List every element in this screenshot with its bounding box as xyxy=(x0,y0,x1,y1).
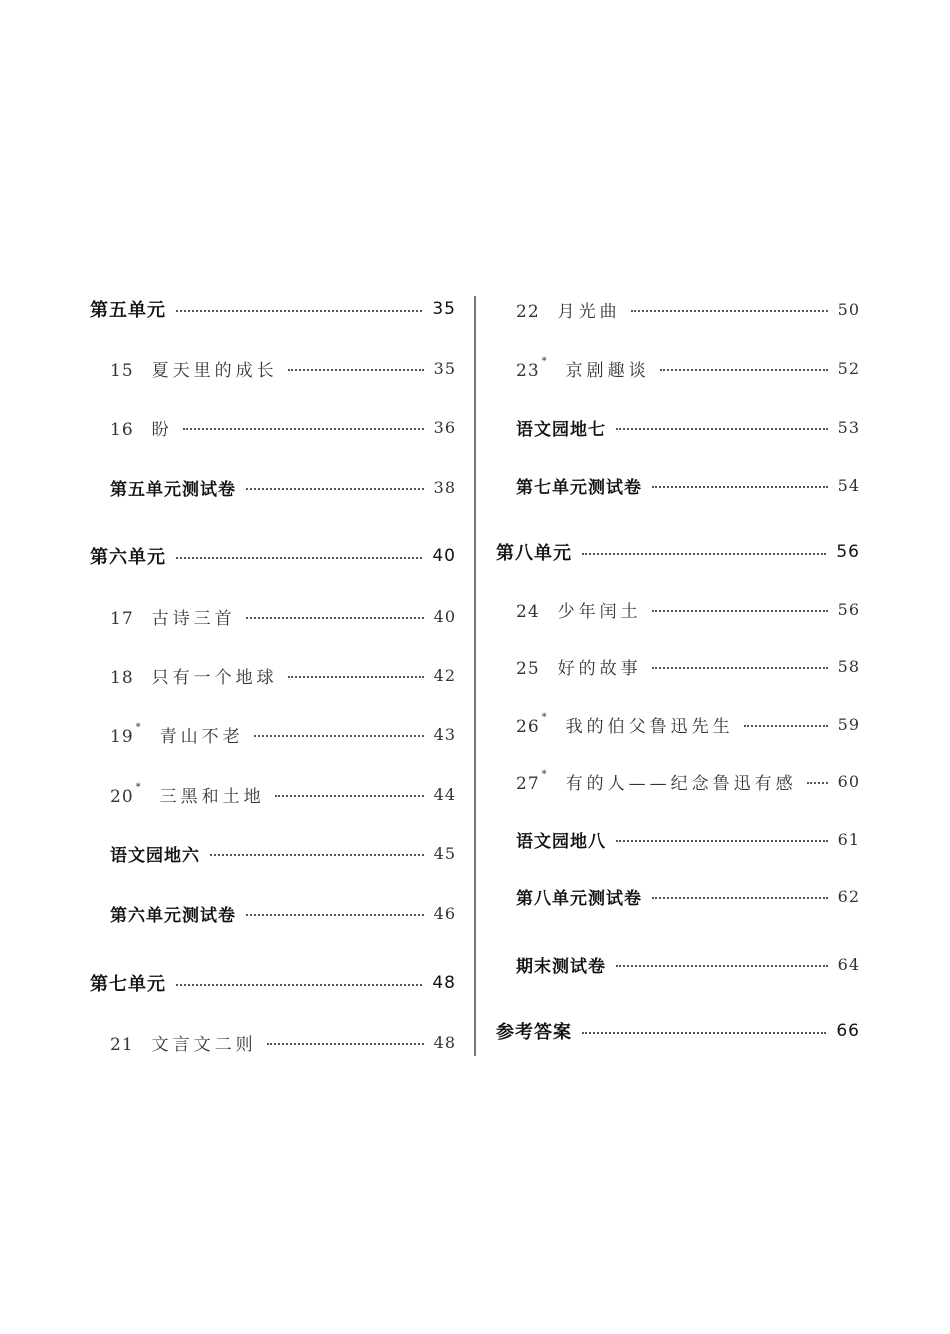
toc-entry-title xyxy=(110,841,200,866)
toc-entry[interactable] xyxy=(516,412,860,442)
lesson-number: 22 xyxy=(516,301,540,322)
optional-marker: * xyxy=(135,721,142,733)
toc-entry[interactable] xyxy=(516,766,860,796)
toc-entry-title xyxy=(110,1030,257,1055)
entry-label: 我的伯父鲁迅先生 xyxy=(565,716,734,737)
dot-leader xyxy=(807,782,828,784)
toc-entry-title xyxy=(516,769,797,794)
dot-leader xyxy=(652,610,828,612)
toc-entry[interactable] xyxy=(516,294,860,324)
dot-leader xyxy=(176,557,422,559)
toc-entry[interactable] xyxy=(516,470,860,500)
lesson-number: 16 xyxy=(110,419,134,440)
toc-entry-title xyxy=(516,712,734,737)
toc-entry-title xyxy=(110,663,278,688)
toc-entry-title xyxy=(516,884,642,909)
entry-label: 第七单元 xyxy=(90,974,166,995)
toc-entry-title xyxy=(110,901,236,926)
lesson-number: 18 xyxy=(110,667,134,688)
lesson-number: 25 xyxy=(516,658,540,679)
toc-entry[interactable] xyxy=(110,779,456,809)
page-number: 64 xyxy=(837,954,860,974)
toc-entry-title xyxy=(110,356,278,381)
page-number: 60 xyxy=(837,771,860,791)
dot-leader xyxy=(582,553,826,555)
entry-label: 第五单元 xyxy=(90,300,166,321)
dot-leader xyxy=(210,854,424,856)
toc-entry[interactable] xyxy=(110,660,456,690)
toc-entry-title xyxy=(110,604,236,629)
toc-entry[interactable] xyxy=(516,949,860,979)
page-number: 66 xyxy=(836,1021,860,1041)
page-number: 42 xyxy=(433,665,456,685)
entry-label: 三黑和土地 xyxy=(159,786,265,807)
dot-leader xyxy=(176,310,422,312)
dot-leader xyxy=(267,1043,424,1045)
entry-label: 盼 xyxy=(151,419,173,440)
lesson-number: 20 * xyxy=(110,781,142,807)
page-number: 61 xyxy=(837,829,860,849)
toc-entry[interactable] xyxy=(110,719,456,749)
page-number: 50 xyxy=(837,299,860,319)
toc-entry[interactable] xyxy=(496,537,860,567)
toc-entry[interactable] xyxy=(110,412,456,442)
page-number: 62 xyxy=(837,886,860,906)
page-number: 56 xyxy=(836,542,860,562)
optional-marker: * xyxy=(541,355,548,367)
entry-label: 第八单元 xyxy=(496,543,572,564)
toc-entry[interactable] xyxy=(516,881,860,911)
toc-entry-title xyxy=(516,597,642,622)
dot-leader xyxy=(582,1032,826,1034)
dot-leader xyxy=(616,965,828,967)
lesson-number: 27 * xyxy=(516,768,548,794)
page-number: 44 xyxy=(433,784,456,804)
entry-label: 第六单元 xyxy=(90,547,166,568)
entry-label: 少年闰土 xyxy=(557,601,642,622)
dot-leader xyxy=(652,667,828,669)
dot-leader xyxy=(176,984,422,986)
toc-entry[interactable] xyxy=(516,709,860,739)
entry-label: 语文园地六 xyxy=(110,845,200,866)
page-number: 38 xyxy=(433,477,456,497)
page-number: 48 xyxy=(432,973,456,993)
page-number: 52 xyxy=(837,358,860,378)
entry-label: 第八单元测试卷 xyxy=(516,888,642,909)
dot-leader xyxy=(288,369,424,371)
toc-entry-title xyxy=(516,827,606,852)
entry-label: 有的人——纪念鲁迅有感 xyxy=(565,773,797,794)
page-number: 43 xyxy=(433,724,456,744)
dot-leader xyxy=(246,914,424,916)
entry-label: 第五单元测试卷 xyxy=(110,479,236,500)
toc-entry-title xyxy=(516,473,642,498)
toc-entry[interactable] xyxy=(90,541,456,571)
toc-entry-title xyxy=(110,722,244,747)
column-divider xyxy=(474,296,476,1056)
toc-entry-title xyxy=(90,296,166,322)
toc-entry-title xyxy=(90,543,166,569)
dot-leader xyxy=(631,310,828,312)
page-number: 46 xyxy=(433,903,456,923)
toc-entry-title xyxy=(496,539,572,565)
toc-entry-title xyxy=(516,654,642,679)
entry-label: 只有一个地球 xyxy=(151,667,278,688)
lesson-number: 21 xyxy=(110,1034,134,1055)
page-number: 58 xyxy=(837,656,860,676)
toc-entry-title xyxy=(110,782,265,807)
lesson-number: 23 * xyxy=(516,355,548,381)
page-number: 36 xyxy=(433,417,456,437)
entry-label: 第七单元测试卷 xyxy=(516,477,642,498)
dot-leader xyxy=(275,795,424,797)
entry-label: 好的故事 xyxy=(557,658,642,679)
lesson-number: 17 xyxy=(110,608,134,629)
toc-entry[interactable] xyxy=(110,472,456,502)
dot-leader xyxy=(246,488,424,490)
optional-marker: * xyxy=(135,781,142,793)
page-number: 56 xyxy=(837,599,860,619)
dot-leader xyxy=(246,617,424,619)
lesson-number: 19 * xyxy=(110,721,142,747)
page-number: 48 xyxy=(433,1032,456,1052)
entry-label: 夏天里的成长 xyxy=(151,360,278,381)
entry-label: 第六单元测试卷 xyxy=(110,905,236,926)
page-number: 45 xyxy=(433,843,456,863)
dot-leader xyxy=(616,840,828,842)
toc-entry[interactable] xyxy=(516,594,860,624)
toc-entry[interactable] xyxy=(110,1027,456,1057)
toc-entry[interactable] xyxy=(516,353,860,383)
dot-leader xyxy=(183,428,424,430)
toc-entry[interactable] xyxy=(110,838,456,868)
toc-entry-title xyxy=(90,970,166,996)
toc-entry[interactable] xyxy=(90,294,456,324)
entry-label: 语文园地七 xyxy=(516,419,606,440)
toc-entry-title xyxy=(516,297,621,322)
toc-entry[interactable] xyxy=(496,1016,860,1046)
dot-leader xyxy=(616,428,828,430)
toc-entry[interactable] xyxy=(90,968,456,998)
toc-entry-title xyxy=(516,952,606,977)
optional-marker: * xyxy=(541,711,548,723)
entry-label: 青山不老 xyxy=(159,726,244,747)
page-number: 35 xyxy=(433,358,456,378)
page-number: 35 xyxy=(432,299,456,319)
toc-entry[interactable] xyxy=(110,601,456,631)
entry-label: 语文园地八 xyxy=(516,831,606,852)
dot-leader xyxy=(254,735,424,737)
entry-label: 月光曲 xyxy=(557,301,621,322)
dot-leader xyxy=(288,676,424,678)
toc-entry-title xyxy=(496,1018,572,1044)
toc-entry[interactable] xyxy=(516,824,860,854)
lesson-number: 26 * xyxy=(516,711,548,737)
dot-leader xyxy=(652,486,828,488)
toc-entry[interactable] xyxy=(516,651,860,681)
page-number: 59 xyxy=(837,714,860,734)
page-number: 40 xyxy=(433,606,456,626)
entry-label: 参考答案 xyxy=(496,1022,572,1043)
toc-entry-title xyxy=(516,415,606,440)
dot-leader xyxy=(652,897,828,899)
toc-entry-title xyxy=(110,415,173,440)
page-number: 40 xyxy=(432,546,456,566)
toc-entry[interactable] xyxy=(110,353,456,383)
entry-label: 期末测试卷 xyxy=(516,956,606,977)
dot-leader xyxy=(660,369,828,371)
toc-entry-title xyxy=(110,475,236,500)
toc-entry[interactable] xyxy=(110,898,456,928)
entry-label: 古诗三首 xyxy=(151,608,236,629)
page-number: 54 xyxy=(837,475,860,495)
page-number: 53 xyxy=(837,417,860,437)
toc-entry-title xyxy=(516,356,650,381)
optional-marker: * xyxy=(541,768,548,780)
entry-label: 文言文二则 xyxy=(151,1034,257,1055)
dot-leader xyxy=(744,725,828,727)
entry-label: 京剧趣谈 xyxy=(565,360,650,381)
lesson-number: 24 xyxy=(516,601,540,622)
lesson-number: 15 xyxy=(110,360,134,381)
